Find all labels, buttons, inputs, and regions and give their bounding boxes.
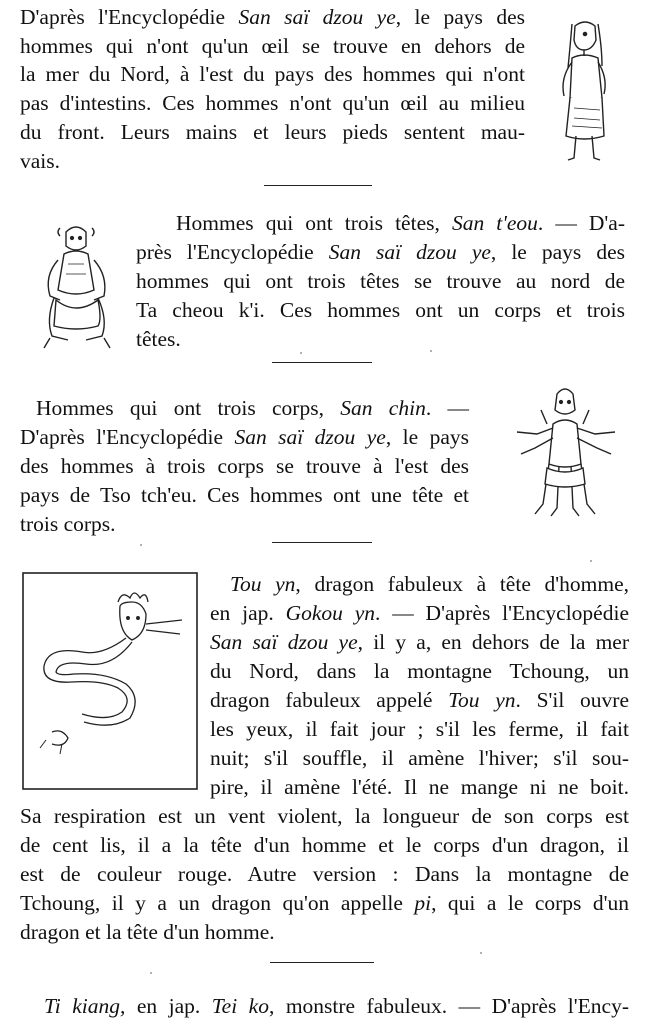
text-segment: des hommes à trois corps se trouve à l'est des [20, 454, 469, 478]
text-segment: trois corps. [20, 512, 116, 536]
text-line [20, 452, 469, 480]
text-segment: , dragon fabuleux à tête d'homme, [295, 572, 629, 596]
text-segment: vais. [20, 149, 61, 173]
text-segment: . S'il ouvre [515, 688, 629, 712]
italic-term: Tou yn [448, 688, 516, 712]
separator-rule [272, 362, 372, 363]
text-line [176, 209, 625, 237]
italic-term: San saï dzou ye [210, 630, 358, 654]
text-line [20, 831, 629, 859]
text-line [136, 267, 625, 295]
text-segment: de cent lis, il a la tête d'un homme et le corps d'un dragon, il [20, 833, 629, 857]
text-segment: Ta cheou k'i. Ces hommes ont un corps et trois [136, 298, 625, 322]
text-line [230, 570, 629, 598]
text-line [20, 32, 525, 60]
text-segment: nuit; s'il souffle, il amène l'hiver; s'il sou- [210, 746, 629, 770]
text-line [136, 238, 625, 266]
text-line [20, 889, 629, 917]
text-line [20, 423, 469, 451]
text-segment: , le pays des [395, 5, 525, 29]
text-line [36, 394, 469, 422]
text-segment: hommes qui n'ont qu'un œil se trouve en dehors de [20, 34, 525, 58]
text-segment: les yeux, il fait jour ; s'il les ferme, il fait [210, 717, 629, 741]
text-line [210, 628, 629, 656]
text-line [210, 744, 629, 772]
text-line [210, 599, 629, 627]
scan-speck [140, 544, 142, 546]
text-segment: . — [425, 396, 470, 420]
text-segment: . — D'a- [537, 211, 625, 235]
text-segment: têtes. [136, 327, 181, 351]
separator-rule [270, 962, 374, 963]
text-segment: pas d'intestins. Ces hommes n'ont qu'un œil au milieu [20, 91, 525, 115]
italic-term: Ti kiang, [44, 994, 126, 1018]
italic-term: Tou yn [230, 572, 296, 596]
scan-speck [430, 350, 432, 352]
italic-term: San chin [340, 396, 426, 420]
text-line [210, 773, 629, 801]
text-line [20, 510, 116, 538]
italic-term: Tei ko [211, 994, 269, 1018]
text-segment: , le pays des [490, 240, 625, 264]
text-line [20, 802, 629, 830]
italic-term: Gokou yn [285, 601, 376, 625]
text-segment: près l'Encyclopédie [136, 240, 329, 264]
three-bodied-man-illustration [507, 384, 625, 524]
text-segment: du Nord, dans la montagne Tchoung, un [210, 659, 629, 683]
text-segment: Sa respiration est un vent violent, la longueur de son corps est [20, 804, 629, 828]
text-segment: , il y a, en dehors de la mer [357, 630, 629, 654]
text-segment: pire, il amène l'été. Il ne mange ni ne boit. [210, 775, 629, 799]
italic-term: San saï dzou ye [234, 425, 386, 449]
text-line [210, 686, 629, 714]
italic-term: pi [414, 891, 432, 915]
text-segment: , qui a le corps d'un [431, 891, 629, 915]
text-segment: hommes qui ont trois têtes se trouve au nord de [136, 269, 625, 293]
italic-term: San saï dzou ye [238, 5, 396, 29]
text-segment: Tchoung, il y a un dragon qu'on appelle [20, 891, 415, 915]
separator-rule [264, 185, 372, 186]
text-segment: D'après l'Encyclopédie [20, 425, 235, 449]
text-segment: Hommes qui ont trois corps, [36, 396, 341, 420]
text-segment: du front. Leurs mains et leurs pieds sentent mau- [20, 120, 525, 144]
text-segment: D'après l'Encyclopédie [20, 5, 239, 29]
three-headed-man-illustration [38, 220, 116, 352]
text-segment: . — D'après l'Encyclopédie [375, 601, 629, 625]
text-segment: dragon et la tête d'un homme. [20, 920, 275, 944]
scan-speck [150, 972, 152, 974]
italic-term: San saï dzou ye [328, 240, 491, 264]
text-segment: , monstre fabuleux. — D'après l'Ency- [268, 994, 629, 1018]
separator-rule [272, 542, 372, 543]
text-line [210, 715, 629, 743]
text-line [20, 60, 525, 88]
one-eyed-man-illustration [550, 18, 620, 168]
scan-speck [300, 352, 302, 354]
text-line [210, 657, 629, 685]
text-line [20, 860, 629, 888]
text-segment: en jap. [210, 601, 286, 625]
text-segment: dragon fabuleux appelé [210, 688, 449, 712]
scan-speck [480, 952, 482, 954]
text-line [20, 481, 469, 509]
text-segment: , le pays [385, 425, 469, 449]
text-segment: Hommes qui ont trois têtes, [176, 211, 452, 235]
text-line [20, 3, 525, 31]
text-segment: la mer du Nord, à l'est du pays des hommes qui n'ont [20, 62, 525, 86]
dragon-illustration [22, 572, 198, 790]
text-segment: est de couleur rouge. Autre version : Dans la montagne de [20, 862, 629, 886]
text-line [20, 89, 525, 117]
text-line [20, 147, 60, 175]
scan-speck [590, 560, 592, 562]
text-line [20, 118, 525, 146]
text-line [44, 992, 629, 1020]
text-line [136, 325, 181, 353]
italic-term: San t'eou [451, 211, 538, 235]
text-line [20, 918, 275, 946]
text-segment: en jap. [125, 994, 212, 1018]
text-segment: pays de Tso tch'eu. Ces hommes ont une tête et [20, 483, 469, 507]
text-line [136, 296, 625, 324]
